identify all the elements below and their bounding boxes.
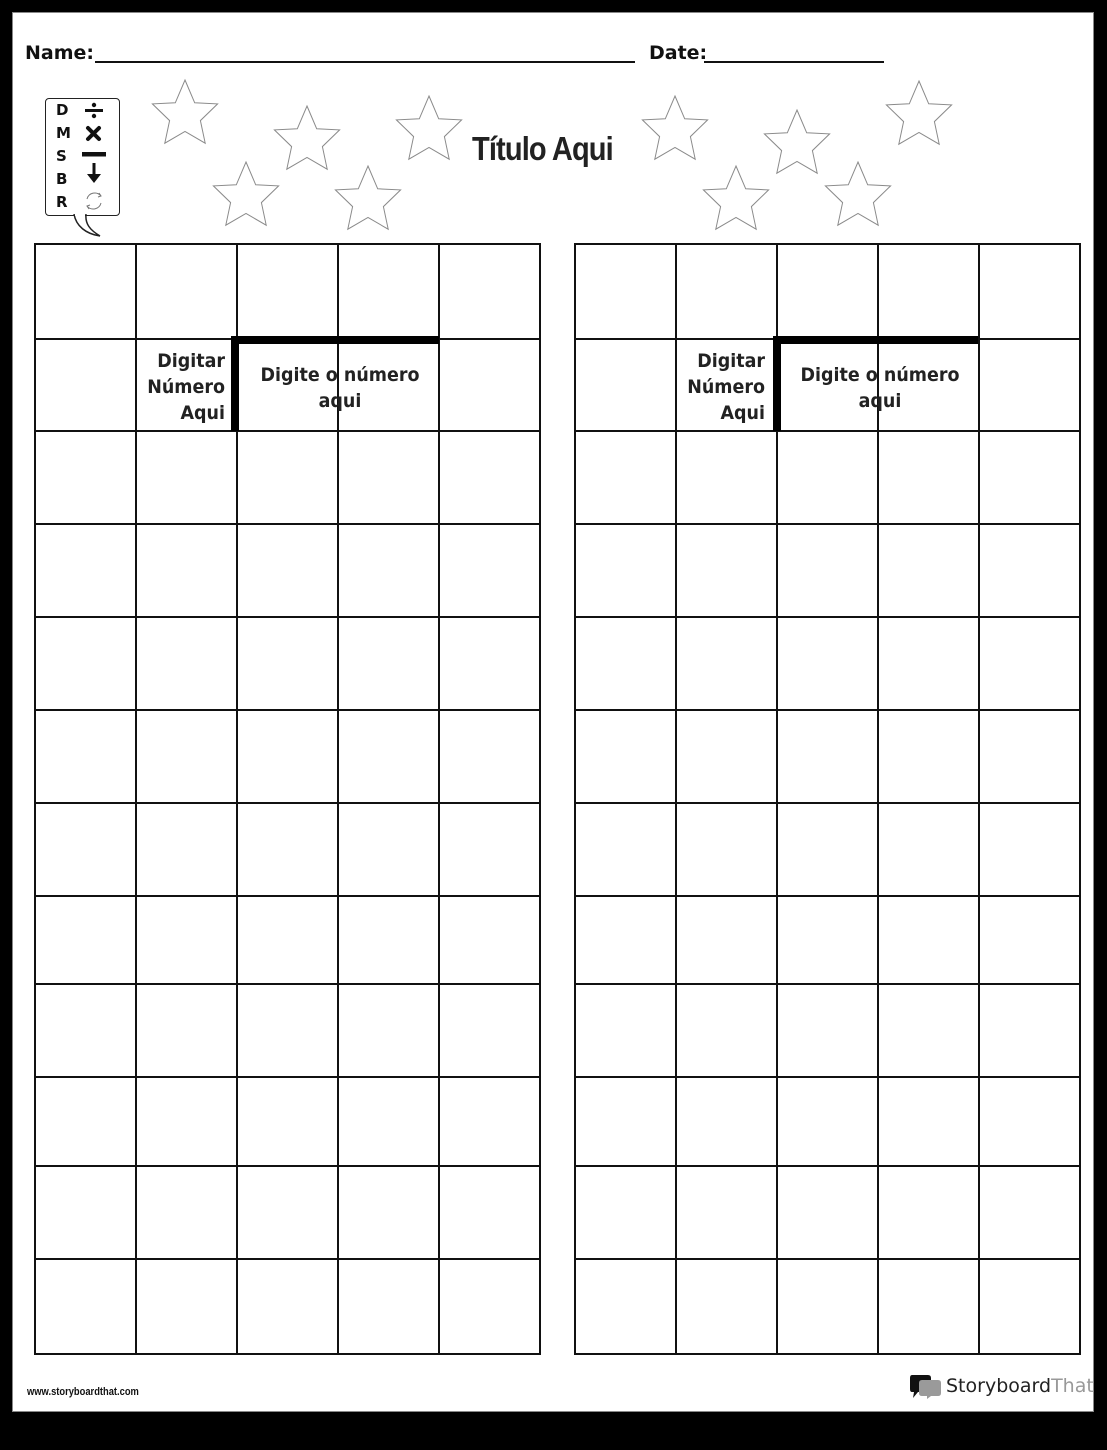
dmsbr-mnemonic-card xyxy=(45,98,120,216)
grid-cell[interactable] xyxy=(35,244,136,339)
repeat-icon xyxy=(87,193,101,209)
grid-cell[interactable] xyxy=(575,524,676,617)
grid-cell[interactable] xyxy=(979,1166,1080,1259)
grid-cell[interactable] xyxy=(237,984,338,1077)
grid-cell[interactable] xyxy=(676,524,777,617)
grid-cell[interactable] xyxy=(338,617,439,710)
footer-url[interactable]: www.storyboardthat.com xyxy=(27,1386,139,1398)
grid-cell[interactable] xyxy=(979,896,1080,984)
grid-cell[interactable] xyxy=(979,803,1080,896)
grid-cell[interactable] xyxy=(575,244,676,339)
grid-cell[interactable] xyxy=(878,984,979,1077)
grid-cell[interactable] xyxy=(979,710,1080,803)
grid-cell[interactable] xyxy=(237,1259,338,1354)
grid-cell[interactable] xyxy=(439,339,540,431)
name-field-line[interactable] xyxy=(95,61,635,63)
grid-cell[interactable] xyxy=(338,896,439,984)
grid-cell[interactable] xyxy=(777,896,878,984)
grid-cell[interactable] xyxy=(878,1166,979,1259)
bring-down-icon xyxy=(87,163,101,183)
speech-bubble-tail xyxy=(70,214,110,238)
grid-cell[interactable] xyxy=(676,244,777,339)
grid-cell[interactable] xyxy=(439,984,540,1077)
grid-cell[interactable] xyxy=(777,803,878,896)
grid-cell[interactable] xyxy=(676,1166,777,1259)
grid-cell[interactable] xyxy=(338,1259,439,1354)
grid-cell[interactable] xyxy=(35,1259,136,1354)
grid-cell[interactable] xyxy=(338,803,439,896)
grid-cell[interactable] xyxy=(136,431,237,524)
grid-cell[interactable] xyxy=(676,431,777,524)
grid-cell[interactable] xyxy=(338,984,439,1077)
grid-cell[interactable] xyxy=(777,1166,878,1259)
grid-cell[interactable] xyxy=(676,803,777,896)
grid-cell[interactable] xyxy=(676,984,777,1077)
grid-cell[interactable] xyxy=(237,617,338,710)
grid-cell[interactable] xyxy=(777,524,878,617)
grid-cell[interactable] xyxy=(338,710,439,803)
grid-cell[interactable] xyxy=(237,710,338,803)
grid-cell[interactable] xyxy=(35,431,136,524)
grid-cell[interactable] xyxy=(676,710,777,803)
grid-cell[interactable] xyxy=(338,244,439,339)
grid-cell[interactable] xyxy=(777,1259,878,1354)
grid-cell[interactable] xyxy=(338,431,439,524)
date-label: Date: xyxy=(649,42,708,64)
grid-cell[interactable] xyxy=(136,984,237,1077)
grid-cell[interactable] xyxy=(979,1259,1080,1354)
grid-cell[interactable] xyxy=(575,1077,676,1166)
grid-cell[interactable] xyxy=(878,524,979,617)
grid-cell[interactable] xyxy=(35,1166,136,1259)
grid-cell[interactable] xyxy=(136,896,237,984)
name-label: Name: xyxy=(25,42,95,64)
grid-cell[interactable] xyxy=(676,1077,777,1166)
grid-cell[interactable] xyxy=(35,617,136,710)
grid-cell[interactable] xyxy=(237,1077,338,1166)
grid-cell[interactable] xyxy=(237,431,338,524)
grid-cell[interactable] xyxy=(878,1077,979,1166)
divisor-label-left[interactable]: Digitar Número Aqui xyxy=(147,350,225,424)
grid-cell[interactable] xyxy=(338,524,439,617)
grid-cell[interactable] xyxy=(777,710,878,803)
grid-cell[interactable] xyxy=(237,244,338,339)
grid-cell[interactable] xyxy=(878,244,979,339)
grid-cell[interactable] xyxy=(676,617,777,710)
grid-cell[interactable] xyxy=(676,896,777,984)
grid-cell[interactable] xyxy=(979,617,1080,710)
grid-cell[interactable] xyxy=(575,431,676,524)
grid-cell[interactable] xyxy=(575,803,676,896)
grid-cell[interactable] xyxy=(979,244,1080,339)
grid-cell[interactable] xyxy=(35,984,136,1077)
grid-cell[interactable] xyxy=(439,896,540,984)
grid-cell[interactable] xyxy=(777,431,878,524)
mnemonic-icons xyxy=(80,99,110,215)
brand-name-light: That xyxy=(1051,1375,1094,1397)
grid-cell[interactable] xyxy=(575,984,676,1077)
grid-cell[interactable] xyxy=(439,244,540,339)
grid-cell[interactable] xyxy=(878,896,979,984)
mnemonic-letter-s: S xyxy=(56,147,67,165)
mnemonic-letter-r: R xyxy=(56,193,68,211)
mnemonic-letter-b: B xyxy=(56,170,68,188)
grid-cell[interactable] xyxy=(35,339,136,431)
divide-icon xyxy=(85,103,103,118)
grid-cell[interactable] xyxy=(979,1077,1080,1166)
grid-cell[interactable] xyxy=(439,803,540,896)
grid-cell[interactable] xyxy=(777,1077,878,1166)
page-title[interactable]: Título Aqui xyxy=(472,130,613,167)
grid-cell[interactable] xyxy=(136,1166,237,1259)
division-bracket-side-left xyxy=(231,336,239,431)
grid-cell[interactable] xyxy=(878,1259,979,1354)
grid-cell[interactable] xyxy=(575,1166,676,1259)
grid-cell[interactable] xyxy=(35,710,136,803)
storyboardthat-brand[interactable] xyxy=(946,1375,1094,1397)
grid-cell[interactable] xyxy=(878,710,979,803)
grid-cell[interactable] xyxy=(136,524,237,617)
grid-cell[interactable] xyxy=(35,803,136,896)
grid-cell[interactable] xyxy=(979,984,1080,1077)
grid-cell[interactable] xyxy=(777,984,878,1077)
subtract-icon xyxy=(82,152,106,157)
grid-cell[interactable] xyxy=(136,617,237,710)
multiply-icon xyxy=(88,128,99,139)
division-bracket-side-right xyxy=(773,336,781,431)
grid-cell[interactable] xyxy=(338,1166,439,1259)
date-field-line[interactable] xyxy=(704,61,884,63)
grid-cell[interactable] xyxy=(878,617,979,710)
divisor-label-right[interactable]: Digitar Número Aqui xyxy=(687,350,765,424)
grid-cell[interactable] xyxy=(878,431,979,524)
dividend-label-right[interactable]: Digite o número aqui xyxy=(800,364,960,412)
grid-cell[interactable] xyxy=(237,524,338,617)
grid-cell[interactable] xyxy=(136,803,237,896)
grid-cell[interactable] xyxy=(777,617,878,710)
grid-cell[interactable] xyxy=(35,1077,136,1166)
grid-cell[interactable] xyxy=(136,1077,237,1166)
grid-cell[interactable] xyxy=(979,339,1080,431)
grid-cell[interactable] xyxy=(237,896,338,984)
grid-cell[interactable] xyxy=(575,617,676,710)
mnemonic-letter-m: M xyxy=(56,124,71,142)
grid-cell[interactable] xyxy=(979,524,1080,617)
division-bracket-top-right xyxy=(773,336,978,344)
grid-cell[interactable] xyxy=(439,1077,540,1166)
grid-cell[interactable] xyxy=(237,1166,338,1259)
brand-name-dark: Storyboard xyxy=(946,1375,1052,1397)
grid-cell[interactable] xyxy=(136,1259,237,1354)
grid-cell[interactable] xyxy=(439,524,540,617)
grid-cell[interactable] xyxy=(575,896,676,984)
grid-cell[interactable] xyxy=(979,431,1080,524)
grid-cell[interactable] xyxy=(575,710,676,803)
grid-cell[interactable] xyxy=(237,803,338,896)
storyboardthat-logo-icon xyxy=(909,1374,943,1400)
grid-cell[interactable] xyxy=(439,431,540,524)
grid-cell[interactable] xyxy=(136,710,237,803)
grid-cell[interactable] xyxy=(439,1166,540,1259)
grid-cell[interactable] xyxy=(35,524,136,617)
grid-cell[interactable] xyxy=(136,244,237,339)
grid-cell[interactable] xyxy=(575,1259,676,1354)
grid-cell[interactable] xyxy=(338,1077,439,1166)
grid-cell[interactable] xyxy=(35,896,136,984)
division-bracket-top-left xyxy=(231,336,439,344)
grid-cell[interactable] xyxy=(439,617,540,710)
grid-cell[interactable] xyxy=(676,1259,777,1354)
mnemonic-letter-d: D xyxy=(56,101,69,119)
grid-cell[interactable] xyxy=(439,1259,540,1354)
grid-cell[interactable] xyxy=(575,339,676,431)
dividend-label-left[interactable]: Digite o número aqui xyxy=(260,364,420,412)
grid-cell[interactable] xyxy=(439,710,540,803)
grid-cell[interactable] xyxy=(878,803,979,896)
grid-cell[interactable] xyxy=(777,244,878,339)
